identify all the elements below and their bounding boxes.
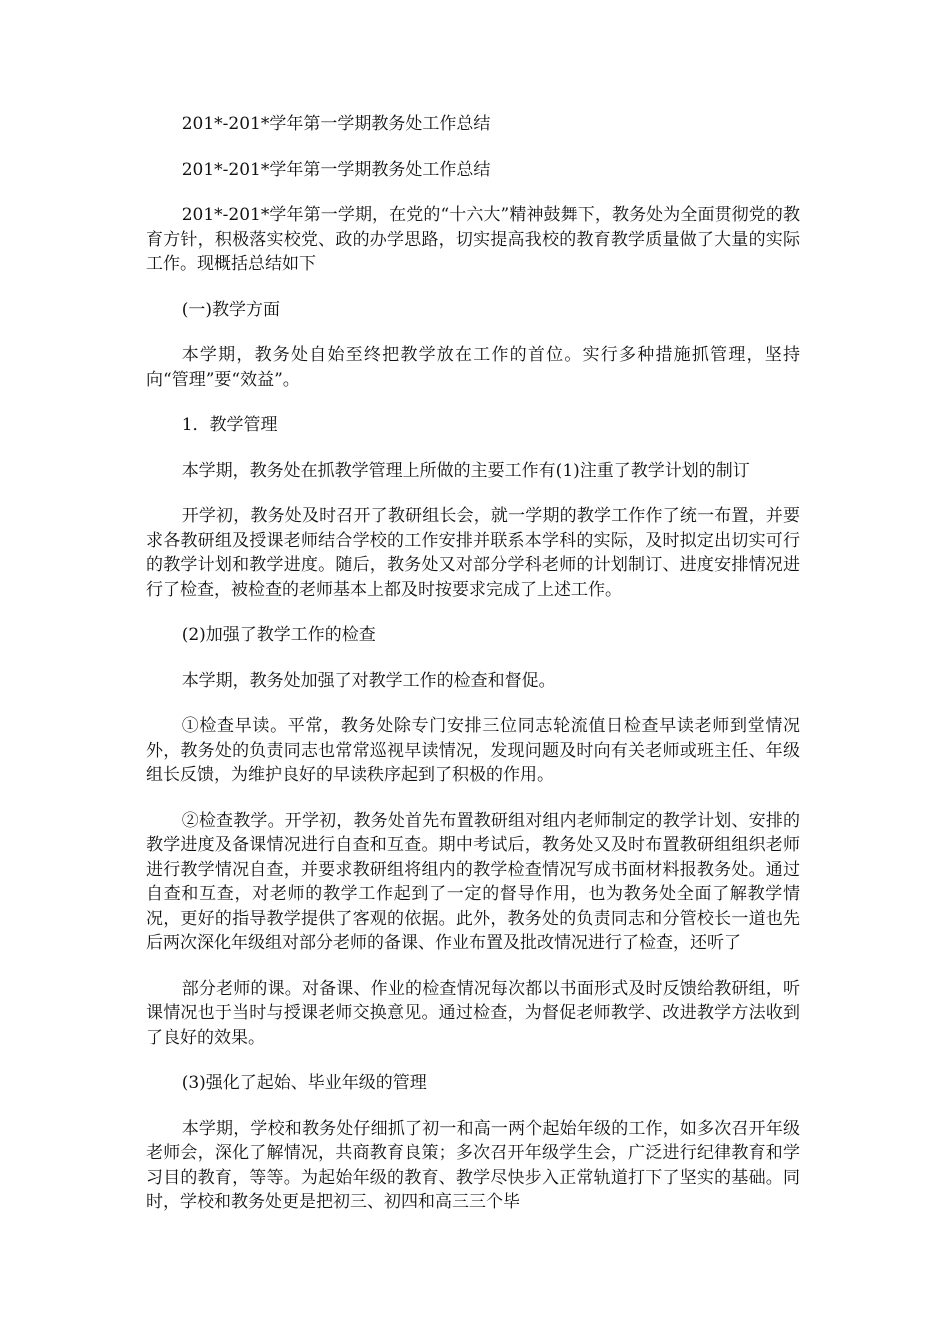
intro-paragraph: 201*-201*学年第一学期，在党的“十六大”精神鼓舞下，教务处为全面贯彻党的教育方针，积极落实校党、政的办学思路，切实提高我校的教育教学质量做了大量的实际工作。现概括总结如下: [146, 205, 800, 274]
body-paragraph: 部分老师的课。对备课、作业的检查情况每次都以书面形式及时反馈给教研组，听课情况也于当时与授课老师交换意见。通过检查，为督促老师教学、改进教学方法收到了良好的效果。: [146, 978, 800, 1048]
item-heading-grade-management: (3)强化了起始、毕业年级的管理: [181, 1073, 427, 1093]
body-paragraph: 本学期，教务处加强了对教学工作的检查和督促。: [181, 670, 556, 691]
subsection-heading-teaching-management: 1．教学管理: [181, 415, 278, 435]
body-paragraph: ①检查早读。平常，教务处除专门安排三位同志轮流值日检查早读老师到堂情况外，教务处的负责同志也常常巡视早读情况，发现问题及时向有关老师或班主任、年级组长反馈，为维护良好的早读秩序起到了积极的作用。: [146, 716, 800, 785]
item-heading-inspection: (2)加强了教学工作的检查: [181, 625, 376, 645]
body-paragraph: ②检查教学。开学初，教务处首先布置教研组对组内老师制定的教学计划、安排的教学进度及备课情况进行自查和互查。期中考试后，教务处又及时布置教研组组织老师进行教学情况自查，并要求教研组将组内的教学检查情况写成书面材料报教务处。通过自查和互查，对老师的教学工作起到了一定的督导作用，也为教务处全面了解教学情况，更好的指导教学提供了客观的依据。此外，教务处的负责同志和分管校长一道也先后两次深化年级组对部分老师的备课、作业布置及批改情况进行了检查，还听了: [146, 810, 800, 953]
body-paragraph: 本学期，教务处在抓教学管理上所做的主要工作有(1)注重了教学计划的制订: [181, 460, 750, 481]
document-title: 201*-201*学年第一学期教务处工作总结: [181, 114, 491, 134]
body-paragraph: 本学期，教务处自始至终把教学放在工作的首位。实行多种措施抓管理，坚持向“管理”要“效益”。: [146, 345, 800, 390]
body-paragraph: 开学初，教务处及时召开了教研组长会，就一学期的教学工作作了统一布置，并要求各教研组及授课老师结合学校的工作安排并联系本学科的实际，及时拟定出切实可行的教学计划和教学进度。随后，教务处又对部分学科老师的计划制订、进度安排情况进行了检查，被检查的老师基本上都及时按要求完成了上述工作。: [146, 506, 800, 600]
section-heading-teaching: (一)教学方面: [181, 299, 280, 320]
document-body: [146, 112, 800, 1236]
body-paragraph: 本学期，学校和教务处仔细抓了初一和高一两个起始年级的工作，如多次召开年级老师会，深化了解情况，共商教育良策；多次召开年级学生会，广泛进行纪律教育和学习目的教育，等等。为起始年级的教育、教学尽快步入正常轨道打下了坚实的基础。同时，学校和教务处更是把初三、初四和高三三个毕: [146, 1118, 800, 1212]
document-subtitle: 201*-201*学年第一学期教务处工作总结: [181, 159, 491, 180]
